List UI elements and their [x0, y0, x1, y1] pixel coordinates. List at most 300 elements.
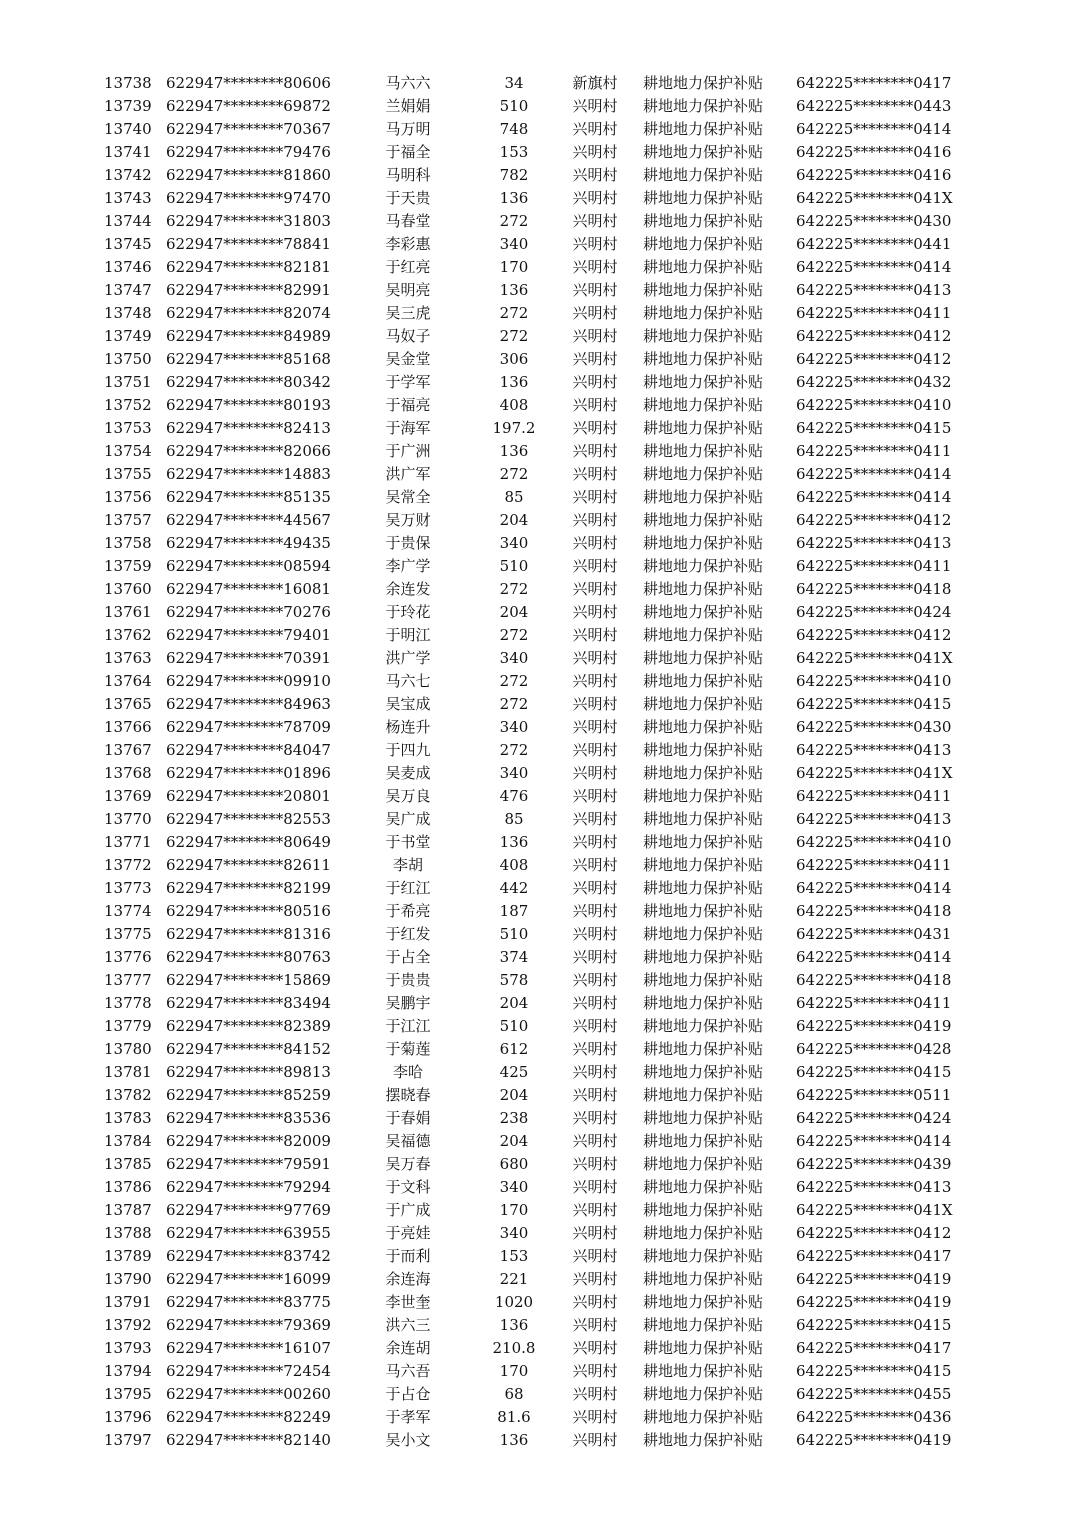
subsidy-type: 耕地地力保护补贴 [643, 1247, 764, 1265]
subsidy-type: 耕地地力保护补贴 [643, 1385, 764, 1403]
village-name: 兴明村 [572, 212, 618, 230]
id-number: 642225********0410 [796, 833, 952, 851]
recipient-name: 于希亮 [385, 902, 431, 920]
table-row [0, 463, 1074, 486]
table-row [0, 1337, 1074, 1360]
subsidy-amount: 136 [499, 442, 529, 460]
id-number: 642225********0413 [796, 1178, 952, 1196]
id-number: 642225********0411 [796, 787, 952, 805]
recipient-name: 于学军 [385, 373, 431, 391]
village-name: 新旗村 [572, 74, 618, 92]
recipient-name: 李胡 [392, 856, 423, 874]
table-row [0, 1429, 1074, 1452]
village-name: 兴明村 [572, 626, 618, 644]
subsidy-amount: 204 [499, 1086, 529, 1104]
table-row [0, 1406, 1074, 1429]
account-number: 622947********09910 [166, 672, 331, 690]
recipient-name: 吴金堂 [385, 350, 431, 368]
village-name: 兴明村 [572, 1224, 618, 1242]
subsidy-amount: 374 [499, 948, 529, 966]
id-number: 642225********0411 [796, 304, 952, 322]
subsidy-type: 耕地地力保护补贴 [643, 626, 764, 644]
recipient-name: 马春堂 [385, 212, 431, 230]
village-name: 兴明村 [572, 143, 618, 161]
id-number: 642225********0430 [796, 212, 952, 230]
id-number: 642225********0411 [796, 856, 952, 874]
table-row [0, 1153, 1074, 1176]
village-name: 兴明村 [572, 994, 618, 1012]
table-row [0, 118, 1074, 141]
row-number: 13762 [104, 626, 152, 644]
subsidy-type: 耕地地力保护补贴 [643, 741, 764, 759]
subsidy-type: 耕地地力保护补贴 [643, 350, 764, 368]
row-number: 13796 [104, 1408, 152, 1426]
recipient-name: 洪广军 [385, 465, 431, 483]
row-number: 13777 [104, 971, 152, 989]
subsidy-amount: 136 [499, 189, 529, 207]
subsidy-amount: 340 [499, 1178, 529, 1196]
table-row [0, 279, 1074, 302]
subsidy-type: 耕地地力保护补贴 [643, 1408, 764, 1426]
subsidy-type: 耕地地力保护补贴 [643, 1178, 764, 1196]
village-name: 兴明村 [572, 304, 618, 322]
recipient-name: 马万明 [385, 120, 431, 138]
subsidy-type: 耕地地力保护补贴 [643, 1040, 764, 1058]
recipient-name: 于海军 [385, 419, 431, 437]
subsidy-type: 耕地地力保护补贴 [643, 925, 764, 943]
row-number: 13791 [104, 1293, 152, 1311]
account-number: 622947********85168 [166, 350, 331, 368]
id-number: 642225********0411 [796, 442, 952, 460]
village-name: 兴明村 [572, 511, 618, 529]
subsidy-amount: 680 [499, 1155, 529, 1173]
account-number: 622947********80649 [166, 833, 331, 851]
account-number: 622947********83742 [166, 1247, 331, 1265]
account-number: 622947********82389 [166, 1017, 331, 1035]
recipient-name: 于红亮 [385, 258, 431, 276]
recipient-name: 于广洲 [385, 442, 431, 460]
subsidy-amount: 153 [499, 1247, 529, 1265]
id-number: 642225********0414 [796, 1132, 952, 1150]
recipient-name: 于贵贵 [385, 971, 431, 989]
village-name: 兴明村 [572, 534, 618, 552]
subsidy-amount: 221 [499, 1270, 529, 1288]
row-number: 13770 [104, 810, 152, 828]
subsidy-amount: 340 [499, 764, 529, 782]
village-name: 兴明村 [572, 396, 618, 414]
village-name: 兴明村 [572, 603, 618, 621]
table-row [0, 95, 1074, 118]
account-number: 622947********97470 [166, 189, 331, 207]
id-number: 642225********0415 [796, 1362, 952, 1380]
table-row [0, 992, 1074, 1015]
village-name: 兴明村 [572, 810, 618, 828]
subsidy-type: 耕地地力保护补贴 [643, 1362, 764, 1380]
row-number: 13755 [104, 465, 152, 483]
account-number: 622947********82066 [166, 442, 331, 460]
account-number: 622947********70367 [166, 120, 331, 138]
row-number: 13763 [104, 649, 152, 667]
table-row [0, 141, 1074, 164]
table-row [0, 1199, 1074, 1222]
recipient-name: 吴广成 [385, 810, 431, 828]
recipient-name: 于江江 [385, 1017, 431, 1035]
subsidy-type: 耕地地力保护补贴 [643, 948, 764, 966]
village-name: 兴明村 [572, 1040, 618, 1058]
row-number: 13751 [104, 373, 152, 391]
table-row [0, 348, 1074, 371]
subsidy-type: 耕地地力保护补贴 [643, 1270, 764, 1288]
id-number: 642225********0414 [796, 465, 952, 483]
recipient-name: 吴福德 [385, 1132, 431, 1150]
recipient-name: 于福全 [385, 143, 431, 161]
table-row [0, 601, 1074, 624]
table-row [0, 1038, 1074, 1061]
subsidy-amount: 748 [499, 120, 529, 138]
table-row [0, 1176, 1074, 1199]
subsidy-type: 耕地地力保护补贴 [643, 718, 764, 736]
account-number: 622947********84047 [166, 741, 331, 759]
recipient-name: 马明科 [385, 166, 431, 184]
subsidy-type: 耕地地力保护补贴 [643, 764, 764, 782]
account-number: 622947********85259 [166, 1086, 331, 1104]
table-row [0, 946, 1074, 969]
village-name: 兴明村 [572, 902, 618, 920]
account-number: 622947********82611 [166, 856, 331, 874]
id-number: 642225********0418 [796, 902, 952, 920]
subsidy-type: 耕地地力保护补贴 [643, 580, 764, 598]
id-number: 642225********0411 [796, 994, 952, 1012]
village-name: 兴明村 [572, 488, 618, 506]
subsidy-amount: 476 [499, 787, 529, 805]
subsidy-amount: 238 [499, 1109, 529, 1127]
recipient-name: 于孝军 [385, 1408, 431, 1426]
subsidy-type: 耕地地力保护补贴 [643, 488, 764, 506]
subsidy-amount: 272 [499, 626, 529, 644]
subsidy-amount: 442 [499, 879, 529, 897]
subsidy-type: 耕地地力保护补贴 [643, 1109, 764, 1127]
village-name: 兴明村 [572, 1155, 618, 1173]
id-number: 642225********0419 [796, 1431, 952, 1449]
table-row [0, 1383, 1074, 1406]
account-number: 622947********79294 [166, 1178, 331, 1196]
row-number: 13748 [104, 304, 152, 322]
subsidy-amount: 272 [499, 695, 529, 713]
subsidy-amount: 204 [499, 994, 529, 1012]
row-number: 13769 [104, 787, 152, 805]
id-number: 642225********0419 [796, 1270, 952, 1288]
account-number: 622947********20801 [166, 787, 331, 805]
village-name: 兴明村 [572, 1017, 618, 1035]
table-row [0, 1084, 1074, 1107]
subsidy-amount: 136 [499, 1316, 529, 1334]
id-number: 642225********0432 [796, 373, 952, 391]
account-number: 622947********83536 [166, 1109, 331, 1127]
subsidy-amount: 272 [499, 304, 529, 322]
id-number: 642225********041X [796, 764, 953, 782]
row-number: 13741 [104, 143, 152, 161]
table-row [0, 1314, 1074, 1337]
id-number: 642225********0417 [796, 1247, 952, 1265]
village-name: 兴明村 [572, 1431, 618, 1449]
id-number: 642225********0412 [796, 511, 952, 529]
subsidy-amount: 340 [499, 1224, 529, 1242]
id-number: 642225********0455 [796, 1385, 952, 1403]
recipient-name: 洪广学 [385, 649, 431, 667]
id-number: 642225********0430 [796, 718, 952, 736]
table-row [0, 1015, 1074, 1038]
account-number: 622947********89813 [166, 1063, 331, 1081]
recipient-name: 李哈 [392, 1063, 423, 1081]
recipient-name: 吴宝成 [385, 695, 431, 713]
id-number: 642225********0414 [796, 258, 952, 276]
id-number: 642225********0411 [796, 557, 952, 575]
table-row [0, 1360, 1074, 1383]
account-number: 622947********83775 [166, 1293, 331, 1311]
subsidy-type: 耕地地力保护补贴 [643, 1132, 764, 1150]
recipient-name: 余连胡 [385, 1339, 431, 1357]
id-number: 642225********0412 [796, 327, 952, 345]
row-number: 13754 [104, 442, 152, 460]
subsidy-type: 耕地地力保护补贴 [643, 465, 764, 483]
row-number: 13792 [104, 1316, 152, 1334]
subsidy-type: 耕地地力保护补贴 [643, 649, 764, 667]
recipient-name: 吴万春 [385, 1155, 431, 1173]
row-number: 13779 [104, 1017, 152, 1035]
id-number: 642225********0436 [796, 1408, 952, 1426]
subsidy-type: 耕地地力保护补贴 [643, 1201, 764, 1219]
account-number: 622947********49435 [166, 534, 331, 552]
id-number: 642225********0443 [796, 97, 952, 115]
row-number: 13738 [104, 74, 152, 92]
row-number: 13750 [104, 350, 152, 368]
account-number: 622947********16081 [166, 580, 331, 598]
account-number: 622947********16099 [166, 1270, 331, 1288]
subsidy-amount: 510 [499, 97, 529, 115]
village-name: 兴明村 [572, 465, 618, 483]
account-number: 622947********79591 [166, 1155, 331, 1173]
row-number: 13761 [104, 603, 152, 621]
row-number: 13765 [104, 695, 152, 713]
table-row [0, 256, 1074, 279]
table-row [0, 670, 1074, 693]
row-number: 13758 [104, 534, 152, 552]
subsidy-type: 耕地地力保护补贴 [643, 1017, 764, 1035]
recipient-name: 于红江 [385, 879, 431, 897]
village-name: 兴明村 [572, 948, 618, 966]
table-row [0, 417, 1074, 440]
recipient-name: 于玲花 [385, 603, 431, 621]
subsidy-type: 耕地地力保护补贴 [643, 281, 764, 299]
village-name: 兴明村 [572, 557, 618, 575]
table-row [0, 1245, 1074, 1268]
row-number: 13783 [104, 1109, 152, 1127]
village-name: 兴明村 [572, 925, 618, 943]
table-row [0, 923, 1074, 946]
row-number: 13795 [104, 1385, 152, 1403]
table-row [0, 647, 1074, 670]
subsidy-type: 耕地地力保护补贴 [643, 1063, 764, 1081]
village-name: 兴明村 [572, 373, 618, 391]
subsidy-amount: 85 [504, 810, 524, 828]
subsidy-amount: 153 [499, 143, 529, 161]
subsidy-type: 耕地地力保护补贴 [643, 373, 764, 391]
subsidy-type: 耕地地力保护补贴 [643, 557, 764, 575]
row-number: 13797 [104, 1431, 152, 1449]
village-name: 兴明村 [572, 741, 618, 759]
village-name: 兴明村 [572, 1385, 618, 1403]
recipient-name: 马六七 [385, 672, 431, 690]
subsidy-amount: 136 [499, 281, 529, 299]
row-number: 13766 [104, 718, 152, 736]
account-number: 622947********44567 [166, 511, 331, 529]
recipient-name: 于占仓 [385, 1385, 431, 1403]
village-name: 兴明村 [572, 327, 618, 345]
village-name: 兴明村 [572, 672, 618, 690]
subsidy-type: 耕地地力保护补贴 [643, 879, 764, 897]
row-number: 13771 [104, 833, 152, 851]
id-number: 642225********0416 [796, 143, 952, 161]
recipient-name: 于天贵 [385, 189, 431, 207]
recipient-name: 于文科 [385, 1178, 431, 1196]
row-number: 13757 [104, 511, 152, 529]
subsidy-amount: 408 [499, 856, 529, 874]
subsidy-type: 耕地地力保护补贴 [643, 1316, 764, 1334]
table-row [0, 187, 1074, 210]
id-number: 642225********0415 [796, 1316, 952, 1334]
account-number: 622947********80516 [166, 902, 331, 920]
table-row [0, 739, 1074, 762]
id-number: 642225********0428 [796, 1040, 952, 1058]
table-row [0, 164, 1074, 187]
account-number: 622947********16107 [166, 1339, 331, 1357]
subsidy-amount: 340 [499, 534, 529, 552]
row-number: 13784 [104, 1132, 152, 1150]
table-row [0, 325, 1074, 348]
account-number: 622947********81316 [166, 925, 331, 943]
id-number: 642225********0417 [796, 74, 952, 92]
id-number: 642225********0431 [796, 925, 952, 943]
id-number: 642225********041X [796, 1201, 953, 1219]
row-number: 13786 [104, 1178, 152, 1196]
id-number: 642225********0414 [796, 879, 952, 897]
subsidy-amount: 425 [499, 1063, 529, 1081]
subsidy-amount: 204 [499, 1132, 529, 1150]
id-number: 642225********0417 [796, 1339, 952, 1357]
table-row [0, 624, 1074, 647]
id-number: 642225********0413 [796, 281, 952, 299]
village-name: 兴明村 [572, 764, 618, 782]
subsidy-amount: 170 [499, 1362, 529, 1380]
table-row [0, 785, 1074, 808]
row-number: 13793 [104, 1339, 152, 1357]
account-number: 622947********82413 [166, 419, 331, 437]
table-row [0, 877, 1074, 900]
subsidy-type: 耕地地力保护补贴 [643, 603, 764, 621]
village-name: 兴明村 [572, 166, 618, 184]
row-number: 13759 [104, 557, 152, 575]
subsidy-amount: 272 [499, 212, 529, 230]
id-number: 642225********041X [796, 189, 953, 207]
row-number: 13772 [104, 856, 152, 874]
village-name: 兴明村 [572, 350, 618, 368]
village-name: 兴明村 [572, 442, 618, 460]
account-number: 622947********84989 [166, 327, 331, 345]
subsidy-amount: 272 [499, 741, 529, 759]
account-number: 622947********82991 [166, 281, 331, 299]
id-number: 642225********0412 [796, 350, 952, 368]
recipient-name: 马六吾 [385, 1362, 431, 1380]
recipient-name: 于而利 [385, 1247, 431, 1265]
village-name: 兴明村 [572, 419, 618, 437]
table-row [0, 486, 1074, 509]
recipient-name: 余连发 [385, 580, 431, 598]
account-number: 622947********82199 [166, 879, 331, 897]
row-number: 13742 [104, 166, 152, 184]
subsidy-amount: 170 [499, 258, 529, 276]
row-number: 13764 [104, 672, 152, 690]
row-number: 13788 [104, 1224, 152, 1242]
account-number: 622947********84152 [166, 1040, 331, 1058]
id-number: 642225********0415 [796, 695, 952, 713]
subsidy-amount: 306 [499, 350, 529, 368]
recipient-name: 吴三虎 [385, 304, 431, 322]
row-number: 13746 [104, 258, 152, 276]
id-number: 642225********0419 [796, 1293, 952, 1311]
subsidy-type: 耕地地力保护补贴 [643, 166, 764, 184]
account-number: 622947********79401 [166, 626, 331, 644]
row-number: 13787 [104, 1201, 152, 1219]
row-number: 13743 [104, 189, 152, 207]
recipient-name: 余连海 [385, 1270, 431, 1288]
subsidy-type: 耕地地力保护补贴 [643, 511, 764, 529]
subsidy-amount: 340 [499, 649, 529, 667]
account-number: 622947********00260 [166, 1385, 331, 1403]
subsidy-type: 耕地地力保护补贴 [643, 902, 764, 920]
row-number: 13773 [104, 879, 152, 897]
id-number: 642225********0410 [796, 672, 952, 690]
recipient-name: 于亮娃 [385, 1224, 431, 1242]
subsidy-amount: 578 [499, 971, 529, 989]
recipient-name: 马六六 [385, 74, 431, 92]
subsidy-amount: 210.8 [492, 1339, 536, 1357]
table-row [0, 693, 1074, 716]
recipient-name: 吴麦成 [385, 764, 431, 782]
village-name: 兴明村 [572, 718, 618, 736]
subsidy-amount: 272 [499, 327, 529, 345]
subsidy-amount: 510 [499, 925, 529, 943]
subsidy-type: 耕地地力保护补贴 [643, 1086, 764, 1104]
row-number: 13739 [104, 97, 152, 115]
recipient-name: 摆晓春 [385, 1086, 431, 1104]
recipient-name: 洪六三 [385, 1316, 431, 1334]
subsidy-amount: 272 [499, 672, 529, 690]
subsidy-type: 耕地地力保护补贴 [643, 1224, 764, 1242]
subsidy-amount: 510 [499, 557, 529, 575]
subsidy-type: 耕地地力保护补贴 [643, 971, 764, 989]
subsidy-type: 耕地地力保护补贴 [643, 327, 764, 345]
recipient-name: 于贵保 [385, 534, 431, 552]
table-row [0, 900, 1074, 923]
id-number: 642225********0410 [796, 396, 952, 414]
row-number: 13744 [104, 212, 152, 230]
account-number: 622947********84963 [166, 695, 331, 713]
account-number: 622947********80606 [166, 74, 331, 92]
table-row [0, 1107, 1074, 1130]
recipient-name: 杨连升 [385, 718, 431, 736]
table-row [0, 440, 1074, 463]
id-number: 642225********0419 [796, 1017, 952, 1035]
